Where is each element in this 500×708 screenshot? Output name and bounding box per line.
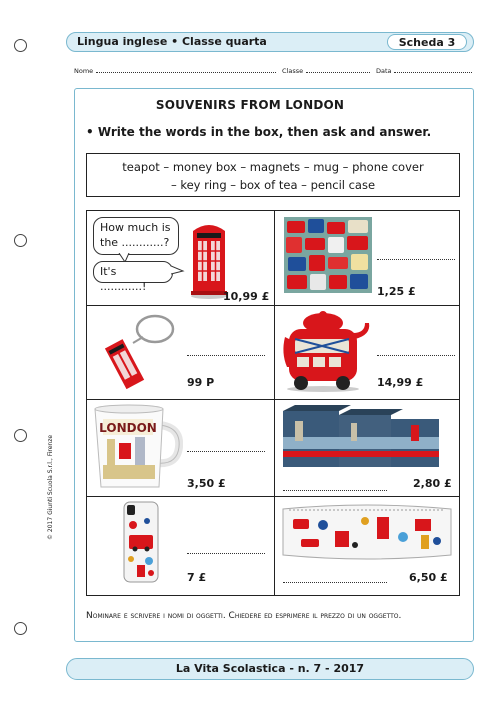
answer-blank[interactable]: [187, 355, 265, 356]
svg-text:LONDON: LONDON: [99, 421, 157, 435]
header-bar: [66, 32, 474, 52]
name-field[interactable]: [96, 67, 276, 73]
footer-bar: [66, 658, 474, 680]
punch-hole: [14, 622, 27, 635]
box-of-tea-image: [281, 403, 441, 471]
price-label: 7 £: [187, 571, 207, 584]
sheet-label: Scheda 3: [387, 34, 467, 50]
answer-blank[interactable]: [377, 355, 455, 356]
answer-blank[interactable]: [283, 582, 387, 583]
punch-hole: [14, 39, 27, 52]
answer-blank[interactable]: [187, 553, 265, 554]
class-field[interactable]: [306, 67, 370, 73]
price-label: 1,25 £: [377, 285, 416, 298]
question-line-2: the ............?: [100, 236, 170, 249]
answer-text: It's ............!: [100, 265, 147, 293]
word-box-line-2: – key ring – box of tea – pencil case: [170, 178, 376, 192]
key-ring-image: [105, 309, 181, 391]
bubble-tail: [171, 263, 185, 277]
copyright-note: © 2017 Giunti Scuola S.r.l., Firenze: [47, 434, 54, 540]
pencil-case-image: [279, 501, 455, 563]
question-line-1: How much is: [100, 221, 171, 234]
name-label: Nome: [74, 67, 94, 75]
date-field[interactable]: [394, 67, 472, 73]
exercise-instruction: • Write the words in the box, then ask and answer.: [86, 125, 432, 139]
price-label: 10,99 £: [223, 290, 270, 303]
price-label: 6,50 £: [409, 571, 448, 584]
worksheet-heading: SOUVENIRS FROM LONDON: [155, 98, 345, 112]
answer-blank[interactable]: [377, 259, 455, 260]
teacher-instructions: Nominare e scrivere i nomi di oggetti. Chiedere ed esprimere il prezzo di un oggetto.: [86, 611, 402, 621]
answer-bubble: [93, 261, 173, 293]
grid-divider: [87, 399, 459, 400]
price-label: 99 P: [187, 376, 215, 389]
price-label: 3,50 £: [187, 477, 226, 490]
magnets-image: [284, 217, 372, 293]
price-label: 14,99 £: [377, 376, 424, 389]
answer-blank[interactable]: [187, 451, 265, 452]
class-label: Classe: [282, 67, 304, 75]
date-label: Data: [376, 67, 392, 75]
header-title: Lingua inglese • Classe quarta: [77, 35, 267, 48]
answer-blank[interactable]: [283, 490, 387, 491]
grid-divider: [87, 496, 459, 497]
footer-text: La Vita Scolastica - n. 7 - 2017: [175, 662, 365, 675]
grid-divider: [274, 211, 275, 595]
grid-divider: [87, 305, 459, 306]
word-box-line-1: teapot – money box – magnets – mug – phone cover: [122, 160, 424, 174]
question-bubble: [93, 217, 179, 255]
word-box: [86, 153, 460, 197]
phone-box-image: [187, 217, 231, 299]
mug-image: [91, 403, 183, 491]
souvenir-grid: [86, 210, 460, 596]
price-label: 2,80 £: [413, 477, 452, 490]
punch-hole: [14, 234, 27, 247]
phone-cover-image: [123, 501, 159, 583]
teapot-image: [277, 309, 373, 393]
punch-hole: [14, 429, 27, 442]
